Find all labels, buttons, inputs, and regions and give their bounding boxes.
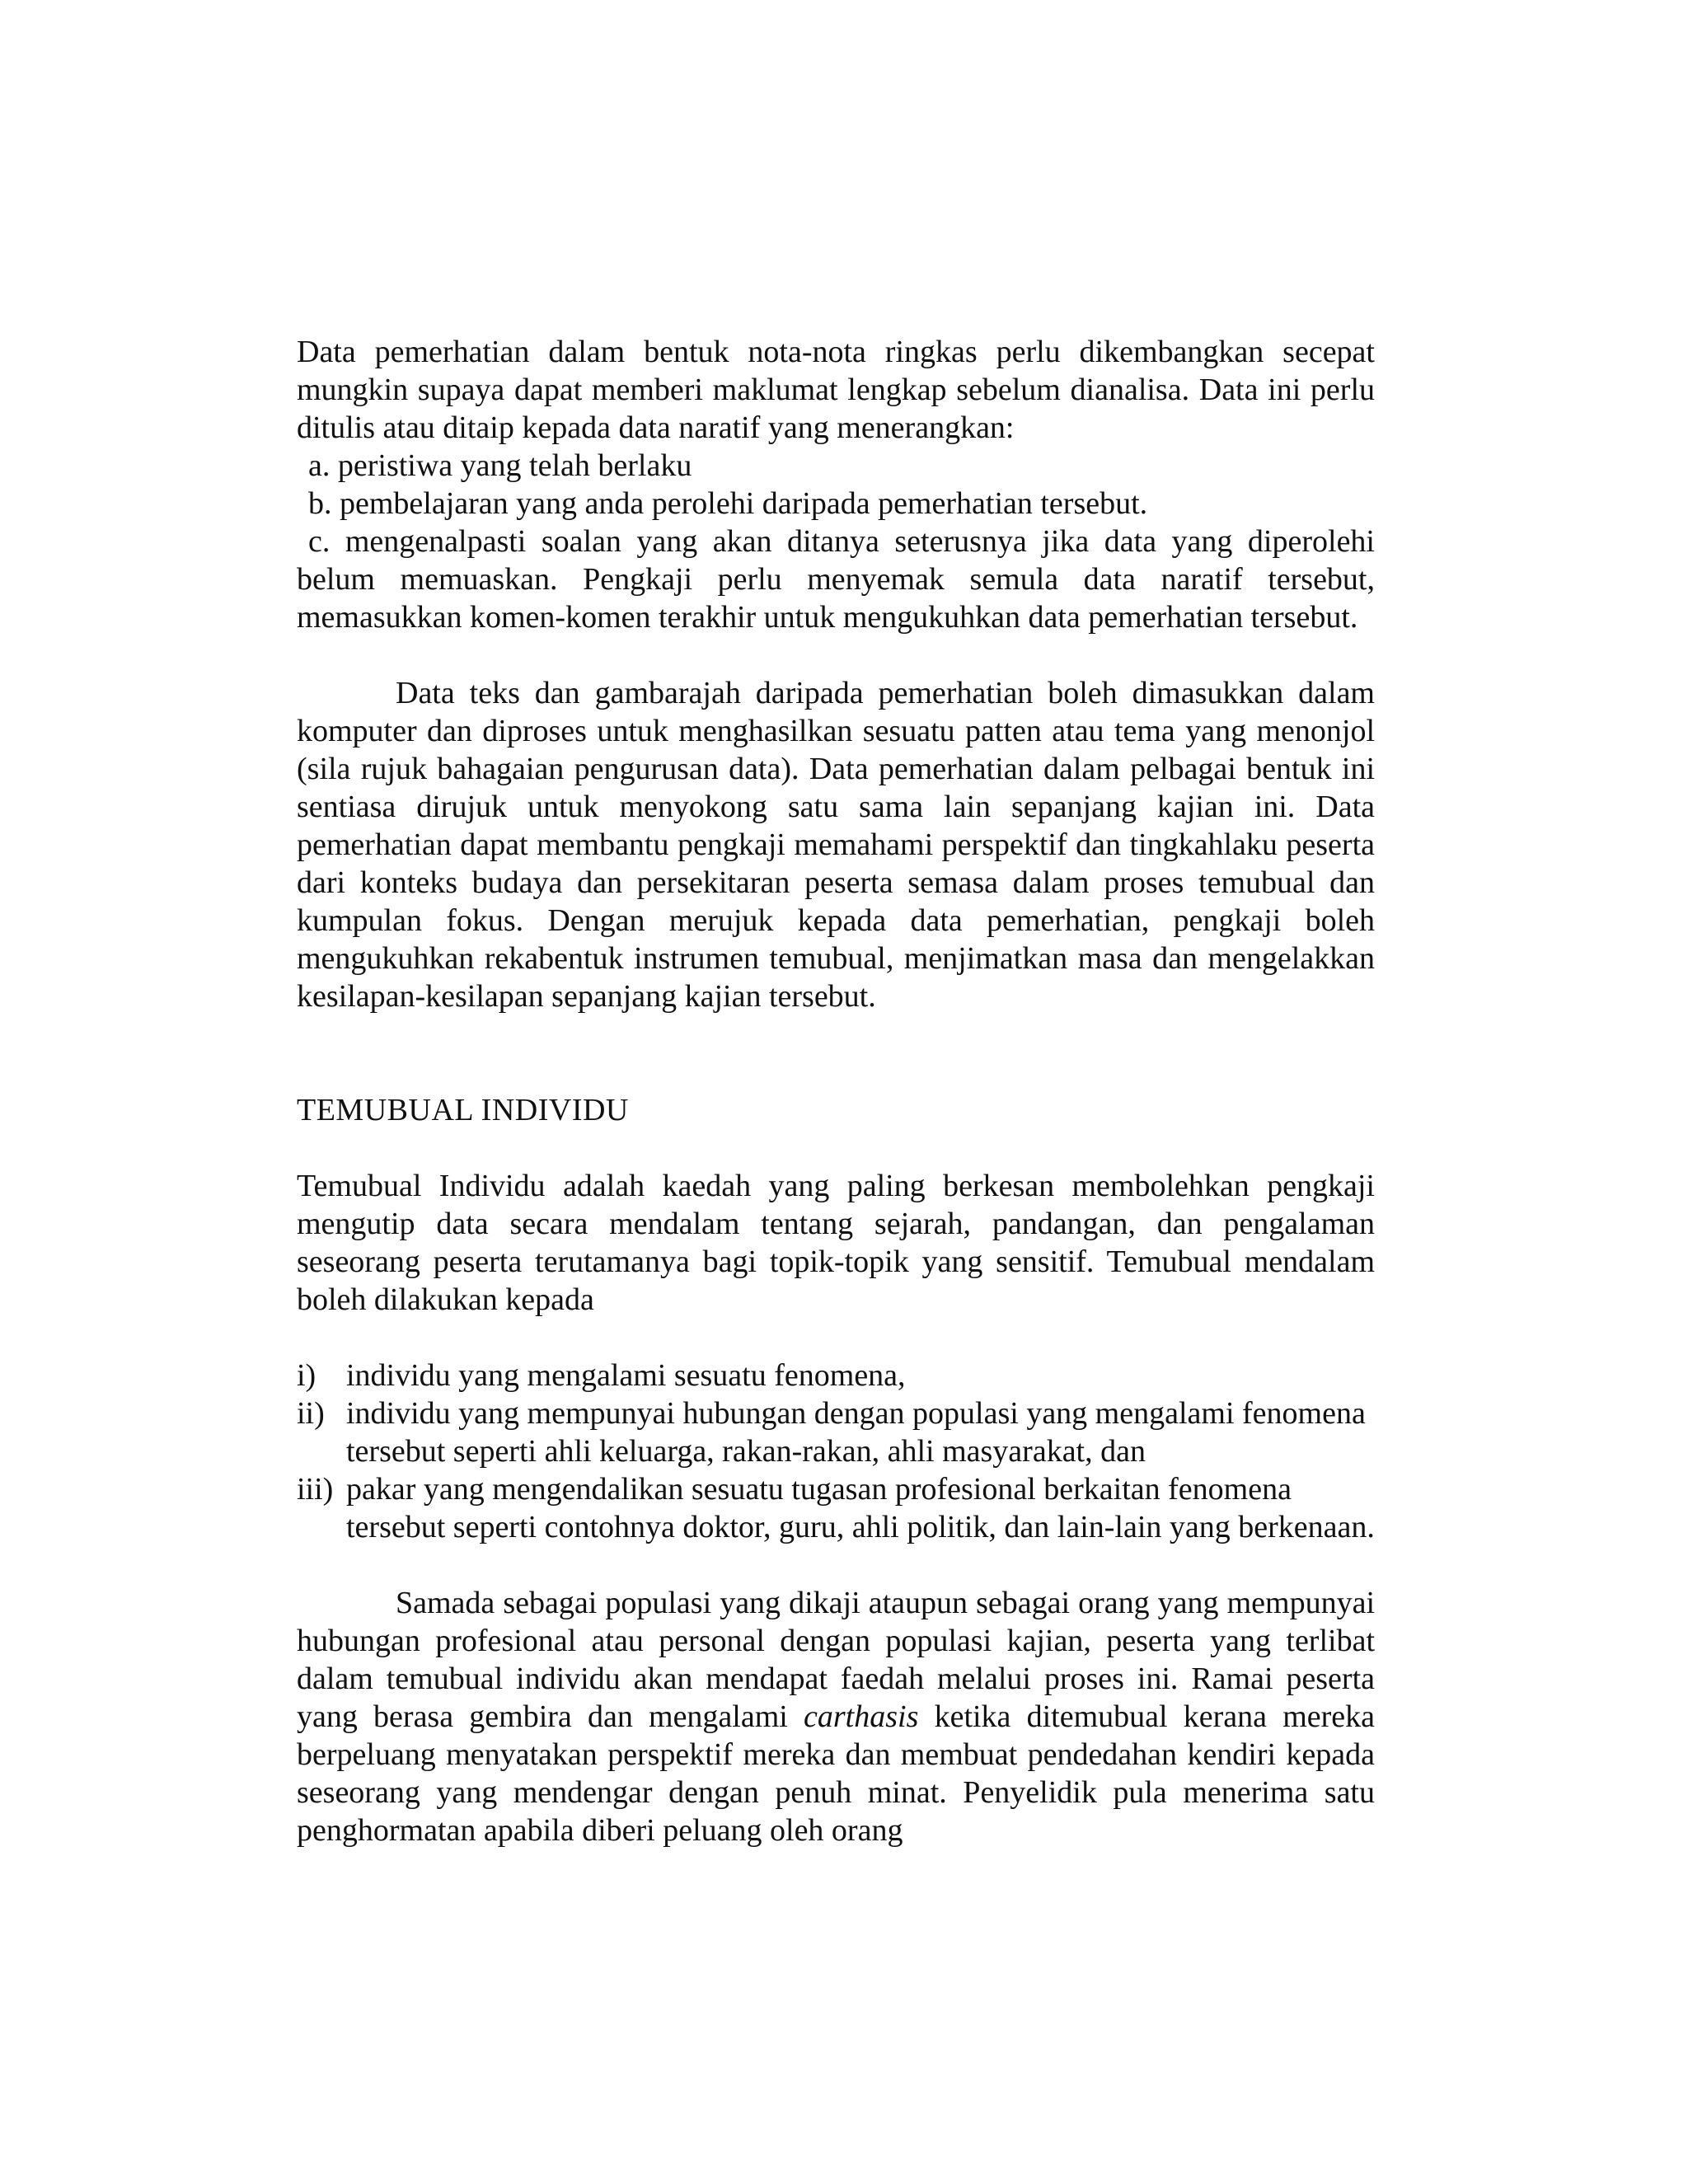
narrative-list	[297, 447, 1375, 636]
paragraph-individual-interview: Temubual Individu adalah kaedah yang paling berkesan membolehkan pengkaji mengutip data secara mendalam tentang sejarah, pandangan, dan pengalaman seseorang peserta terutamanya bagi topik-topik yang sensitif. Temubual mendalam boleh dilakukan kepada	[297, 1169, 1375, 1317]
list-item	[297, 1394, 1375, 1470]
list-item	[297, 1470, 1375, 1546]
section-heading: TEMUBUAL INDIVIDU	[297, 1093, 629, 1127]
spacer	[297, 1546, 1375, 1584]
list-text: individu yang mengalami sesuatu fenomena,	[346, 1358, 906, 1393]
spacer	[297, 1015, 1375, 1091]
interview-target-list	[297, 1357, 1375, 1546]
list-item: a. peristiwa yang telah berlaku	[308, 448, 692, 483]
italic-term: carthasis	[804, 1699, 919, 1734]
list-text: pakar yang mengendalikan sesuatu tugasan profesional berkaitan fenomena tersebut seperti contohnya doktor, guru, ahli politik, dan lain-lain yang berkenaan.	[346, 1472, 1375, 1544]
list-item: b. pembelajaran yang anda perolehi daripada pemerhatian tersebut.	[308, 486, 1148, 521]
list-item	[297, 1357, 1375, 1394]
paragraph-observation-notes: Data pemerhatian dalam bentuk nota-nota ringkas perlu dikembangkan secepat mungkin supaya dapat memberi maklumat lengkap sebelum dianalisa. Data ini perlu ditulis atau ditaip kepada data naratif yang menerangkan:	[297, 335, 1375, 445]
spacer	[297, 1129, 1375, 1167]
list-number: iii)	[297, 1472, 334, 1507]
list-number: ii)	[297, 1396, 325, 1431]
document-page	[297, 333, 1375, 1849]
spacer	[297, 636, 1375, 674]
list-text: individu yang mempunyai hubungan dengan populasi yang mengalami fenomena tersebut seperti ahli keluarga, rakan-rakan, ahli masyarakat, dan	[346, 1396, 1366, 1469]
list-item: c. mengenalpasti soalan yang akan ditanya seterusnya jika data yang diperolehi belum memuaskan. Pengkaji perlu menyemak semula data naratif tersebut, memasukkan komen-komen terakhir untuk mengukuhkan data pemerhatian tersebut.	[297, 524, 1375, 635]
spacer	[297, 1319, 1375, 1357]
list-number: i)	[297, 1358, 316, 1393]
paragraph-text-data: Data teks dan gambarajah daripada pemerhatian boleh dimasukkan dalam komputer dan diproses untuk menghasilkan sesuatu patten atau tema yang menonjol (sila rujuk bahagaian pengurusan data). Data pemerhatian dalam pelbagai bentuk ini sentiasa dirujuk untuk menyokong satu sama lain sepanjang kajian ini. Data pemerhatian dapat membantu pengkaji memahami perspektif dan tingkahlaku peserta dari konteks budaya dan persekitaran peserta semasa dalam proses temubual dan kumpulan fokus. Dengan merujuk kepada data pemerhatian, pengkaji boleh mengukuhkan rekabentuk instrumen temubual, menjimatkan masa dan mengelakkan kesilapan-kesilapan sepanjang kajian tersebut.	[297, 676, 1375, 1014]
paragraph-benefits: Samada sebagai populasi yang dikaji ataupun sebagai orang yang mempunyai hubungan profesional atau personal dengan populasi kajian, peserta yang terlibat dalam temubual individu akan mendapat faedah melalui proses ini. Ramai peserta yang berasa gembira dan mengalami carthasis ketika ditemubual kerana mereka berpeluang menyatakan perspektif mereka dan membuat pendedahan kendiri kepada seseorang yang mendengar dengan penuh minat. Penyelidik pula menerima satu penghormatan apabila diberi peluang oleh orang	[297, 1586, 1376, 1848]
